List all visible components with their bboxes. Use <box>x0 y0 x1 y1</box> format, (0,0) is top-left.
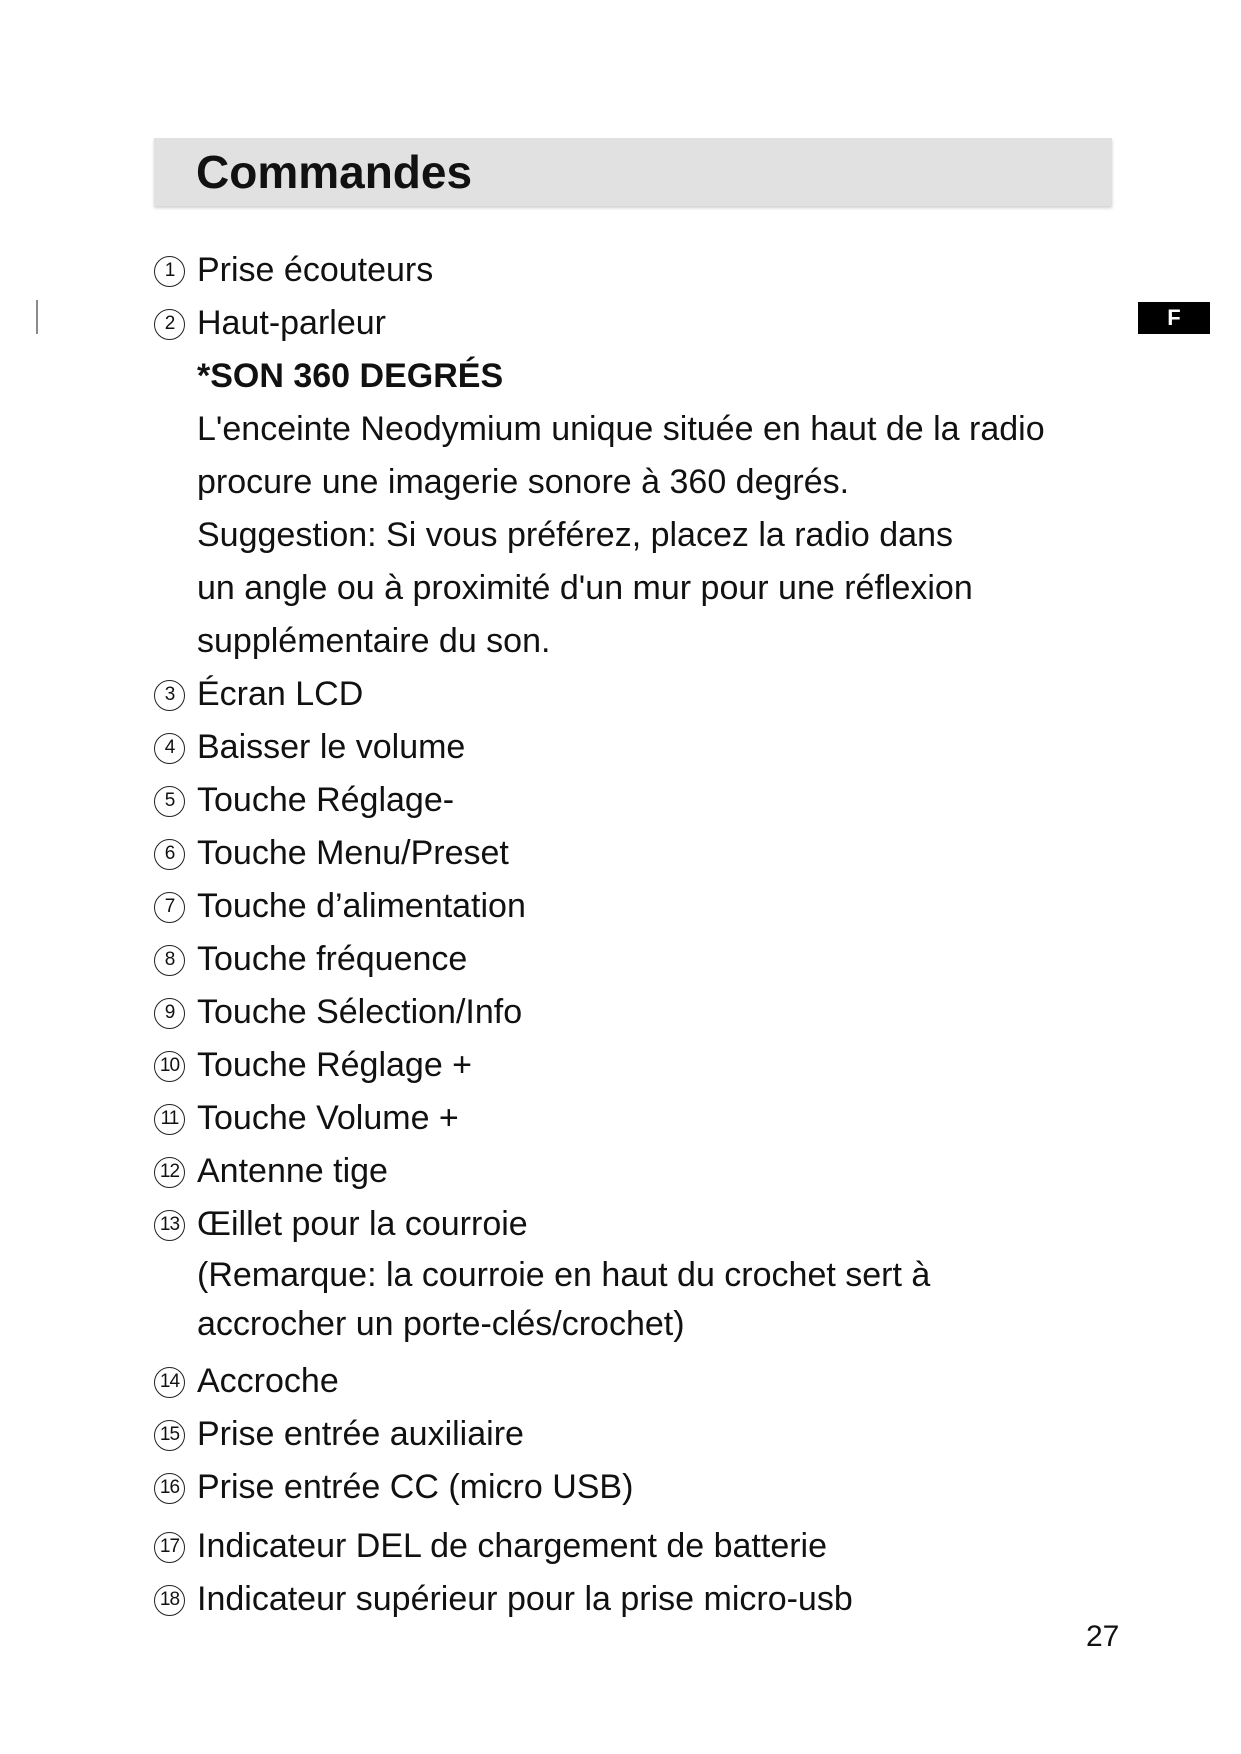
number-badge: 1 <box>154 256 185 287</box>
speaker-note-line: L'enceinte Neodymium unique située en haut de la radio <box>197 410 1045 448</box>
number-badge: 14 <box>154 1367 185 1398</box>
item-label: Touche Menu/Preset <box>197 834 509 872</box>
item-label: Œillet pour la courroie <box>197 1205 528 1243</box>
list-item <box>154 1092 1114 1145</box>
number-badge: 17 <box>154 1532 185 1563</box>
strap-note-line: (Remarque: la courroie en haut du crochet sert à <box>197 1256 931 1294</box>
list-item <box>154 1408 1114 1461</box>
margin-mark <box>36 300 38 334</box>
speaker-note-line: supplémentaire du son. <box>197 622 551 660</box>
list-item <box>154 1355 1114 1408</box>
number-badge: 12 <box>154 1157 185 1188</box>
item-label: Touche Réglage + <box>197 1046 473 1084</box>
strap-note-line: accrocher un porte-clés/crochet) <box>197 1305 685 1343</box>
item-label: Indicateur supérieur pour la prise micro-usb <box>197 1580 853 1618</box>
list-item <box>154 297 1114 350</box>
number-badge: 5 <box>154 786 185 817</box>
number-badge: 6 <box>154 839 185 870</box>
number-badge: 15 <box>154 1420 185 1451</box>
list-item <box>154 880 1114 933</box>
list-item <box>154 721 1114 774</box>
list-item <box>154 1145 1114 1198</box>
number-badge: 11 <box>154 1104 185 1135</box>
item-label: Haut-parleur <box>197 304 386 342</box>
item-label: Antenne tige <box>197 1152 388 1190</box>
item-label: Prise entrée CC (micro USB) <box>197 1468 634 1506</box>
list-item <box>154 933 1114 986</box>
list-item <box>154 1039 1114 1092</box>
list-item <box>154 827 1114 880</box>
number-badge: 9 <box>154 998 185 1029</box>
list-item <box>154 774 1114 827</box>
item-label: Écran LCD <box>197 675 364 713</box>
number-badge: 13 <box>154 1210 185 1241</box>
item-label: Touche d’alimentation <box>197 887 526 925</box>
speaker-note-heading: *SON 360 DEGRÉS <box>197 357 504 395</box>
speaker-note-line: un angle ou à proximité d'un mur pour une réflexion <box>197 569 973 607</box>
number-badge: 7 <box>154 892 185 923</box>
list-item <box>154 244 1114 297</box>
list-item <box>154 1573 1114 1626</box>
number-badge: 8 <box>154 945 185 976</box>
number-badge: 10 <box>154 1051 185 1082</box>
item-label: Touche Sélection/Info <box>197 993 523 1031</box>
item-label: Prise entrée auxiliaire <box>197 1415 524 1453</box>
speaker-note-line: procure une imagerie sonore à 360 degrés. <box>197 463 850 501</box>
item-label: Touche Volume + <box>197 1099 459 1137</box>
list-item <box>154 986 1114 1039</box>
number-badge: 18 <box>154 1585 185 1616</box>
number-badge: 4 <box>154 733 185 764</box>
list-item <box>154 1520 1114 1573</box>
list-item <box>154 1198 1114 1251</box>
number-badge: 2 <box>154 309 185 340</box>
item-label: Touche fréquence <box>197 940 468 978</box>
number-badge: 16 <box>154 1473 185 1504</box>
section-title: Commandes <box>196 146 473 198</box>
item-label: Indicateur DEL de chargement de batterie <box>197 1527 828 1565</box>
item-label: Touche Réglage- <box>197 781 455 819</box>
number-badge: 3 <box>154 680 185 711</box>
controls-list <box>154 244 1114 1626</box>
item-label: Accroche <box>197 1362 339 1400</box>
section-header <box>154 138 1112 206</box>
list-item <box>154 668 1114 721</box>
list-item <box>154 1461 1114 1514</box>
item-label: Prise écouteurs <box>197 251 434 289</box>
item-label: Baisser le volume <box>197 728 466 766</box>
speaker-note-line: Suggestion: Si vous préférez, placez la radio dans <box>197 516 954 554</box>
page-number: 27 <box>1086 1620 1120 1653</box>
language-tab: F <box>1138 302 1210 334</box>
